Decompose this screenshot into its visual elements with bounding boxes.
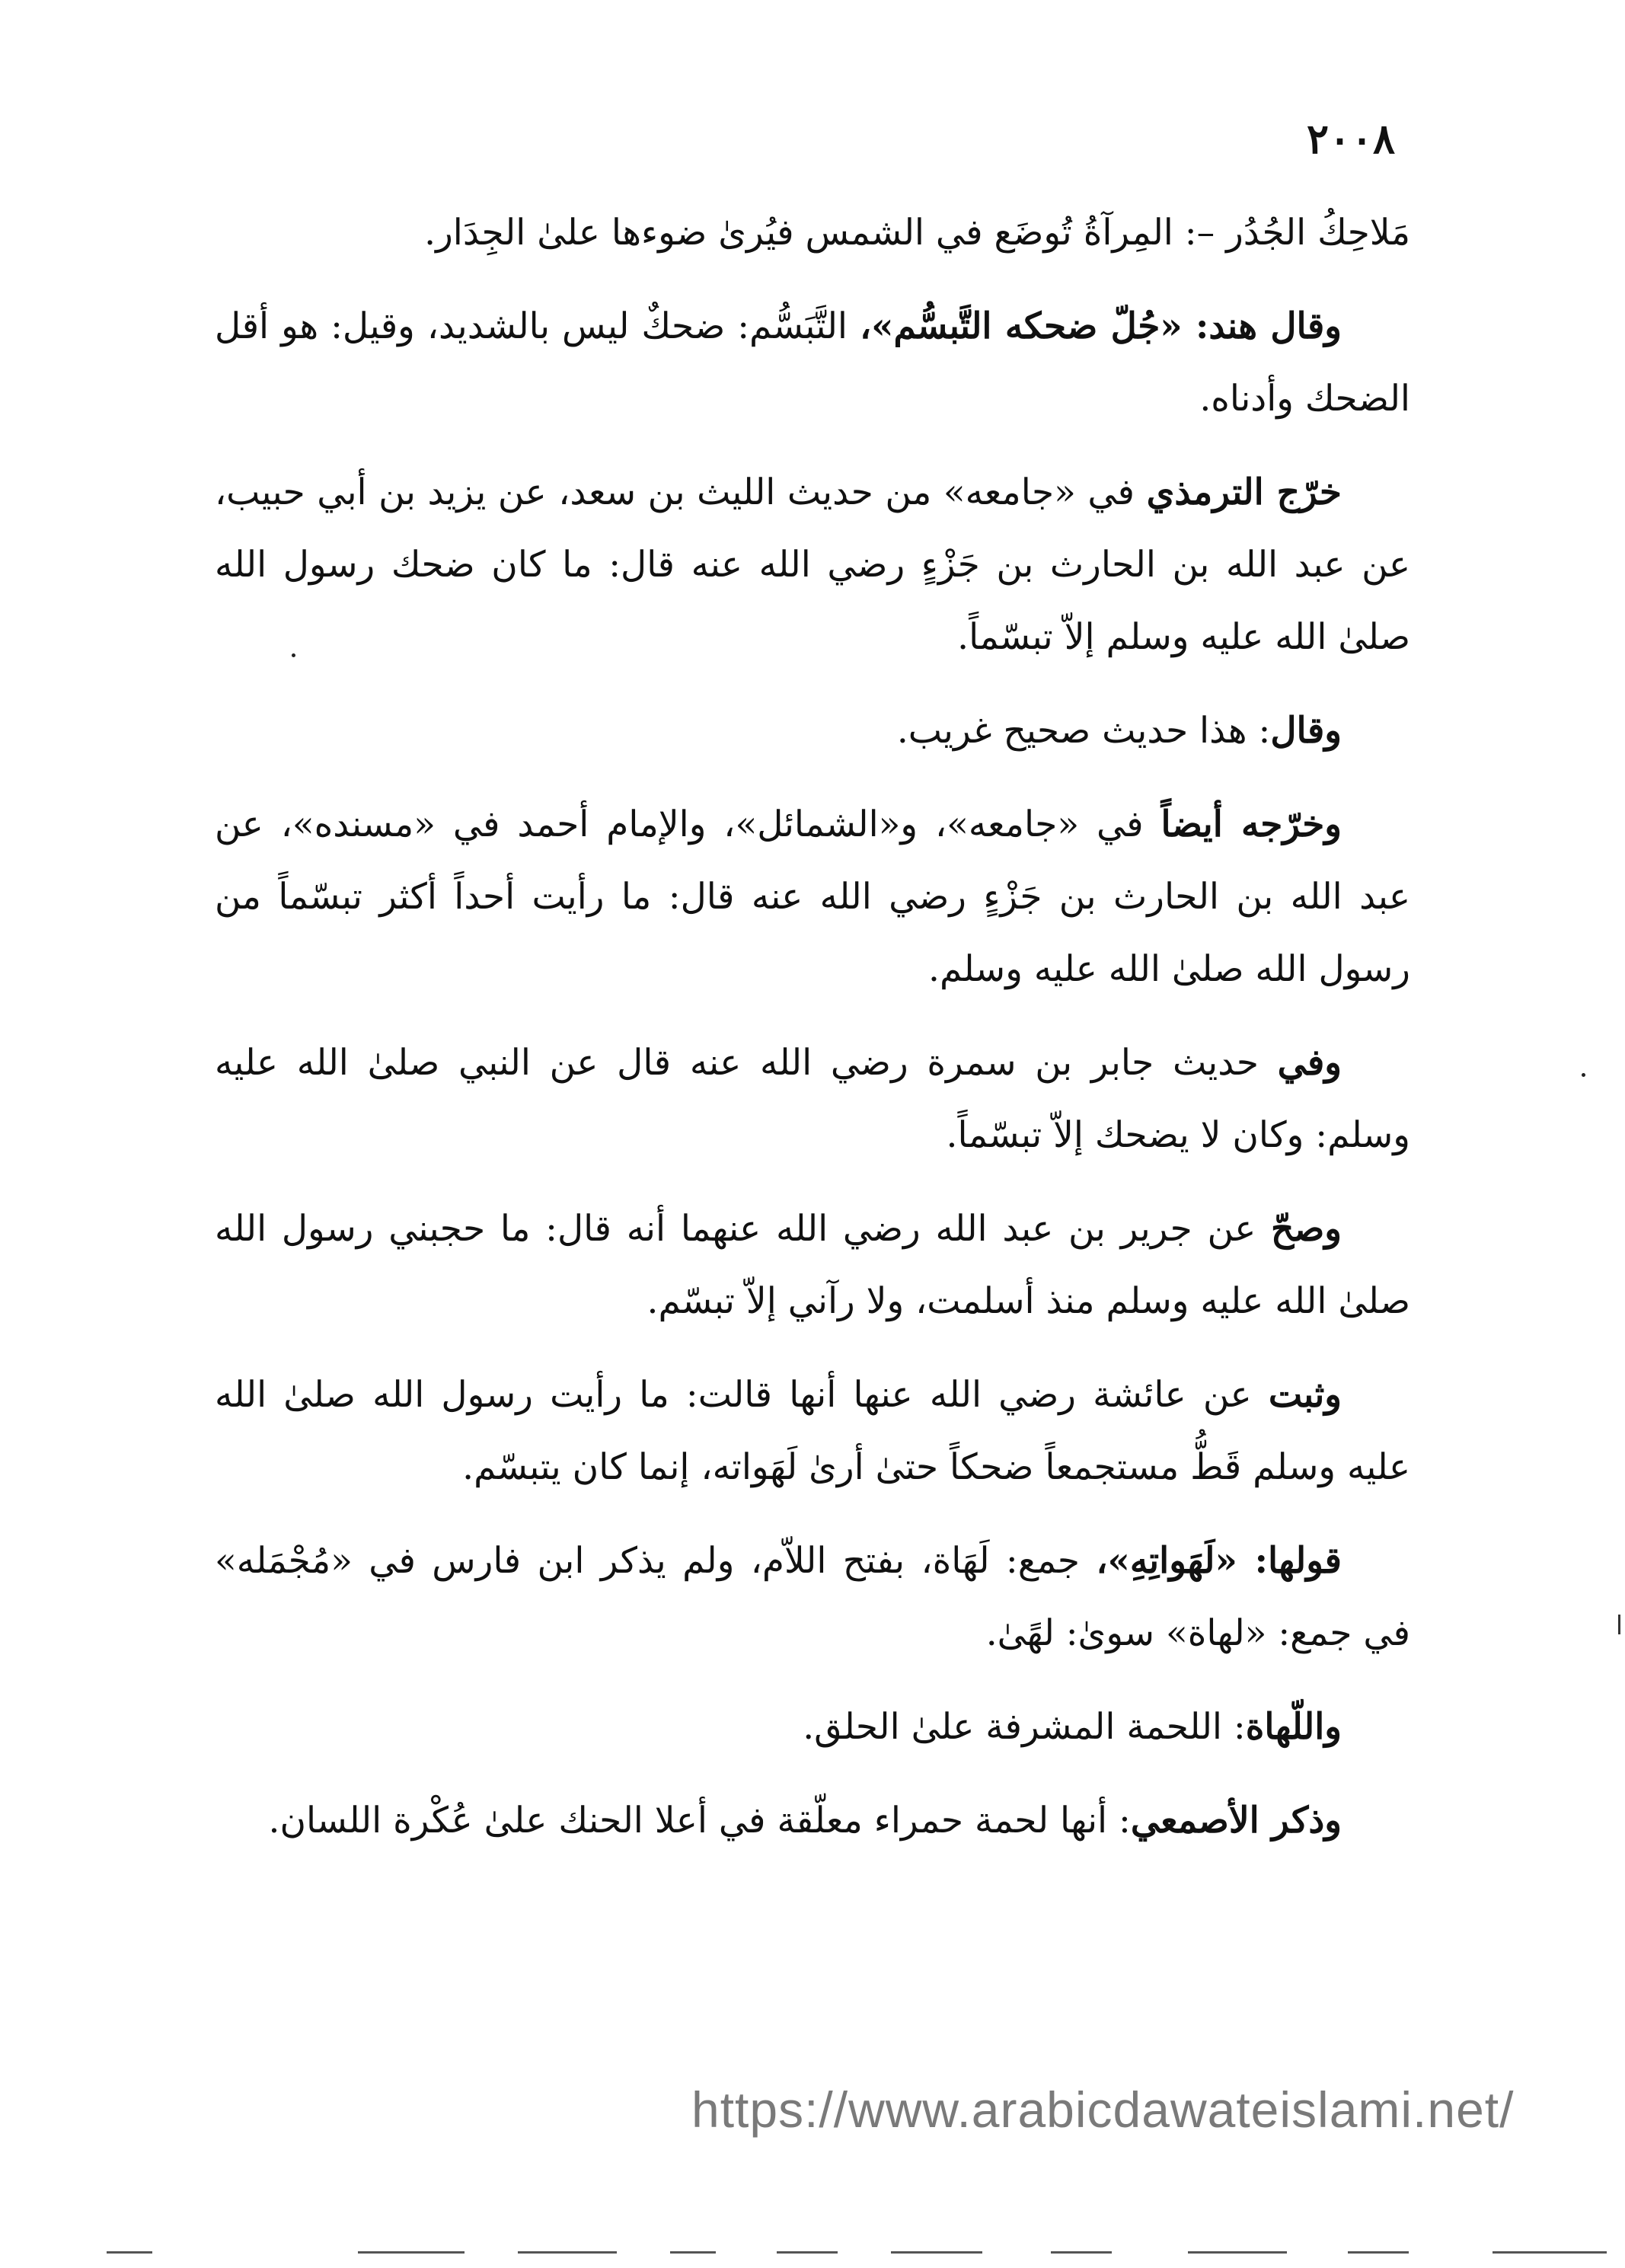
scan-edge-mark xyxy=(1618,1615,1620,1634)
paragraph-lead: قولها: «لَهَواتِهِ»، xyxy=(1096,1540,1342,1582)
paragraph-text: في «جامعه» من حديث الليث بن سعد، عن يزيد بن أبي حبيب، عن عبد الله بن الحارث بن جَزْءٍ رضي الله عنه قال: ما كان ضحك رسول الله صلىٰ الله عليه وسلم إلاّ تبسّماً. xyxy=(215,471,1410,658)
paragraph-ahmad xyxy=(215,788,1410,1005)
paragraph-lead: وفي xyxy=(1277,1042,1342,1084)
paragraph-text: عن جرير بن عبد الله رضي الله عنهما أنه قال: ما حجبني رسول الله صلىٰ الله عليه وسلم منذ أسلمت، ولا رآني إلاّ تبسّم. xyxy=(215,1208,1410,1322)
page-number: ٢٠٠٨ xyxy=(1306,114,1395,163)
paragraph-text: عن عائشة رضي الله عنها أنها قالت: ما رأيت رسول الله صلىٰ الله عليه وسلم قَطُّ مستجمعاً ضحكاً حتىٰ أرىٰ لَهَواته، إنما كان يتبسّم. xyxy=(215,1374,1410,1488)
paragraph-lead: واللّهاة xyxy=(1245,1706,1342,1748)
watermark-url-link[interactable]: https://www.arabicdawateislami.net/ xyxy=(691,2081,1515,2138)
paragraph-tirmidhi xyxy=(215,456,1410,673)
paragraph-jabir xyxy=(215,1027,1410,1171)
paragraph-asmai xyxy=(215,1784,1410,1857)
paragraph-hind xyxy=(215,290,1410,435)
paragraph-text: في «جامعه»، و«الشمائل»، والإمام أحمد في «مسنده»، عن عبد الله بن الحارث بن جَزْءٍ رضي الله عنه قال: ما رأيت أحداً أكثر تبسّماً من رسول الله صلىٰ الله عليه وسلم. xyxy=(215,803,1410,990)
footer-rule xyxy=(107,2251,152,2254)
paragraph-jarir xyxy=(215,1193,1410,1337)
footer-rule xyxy=(670,2251,716,2254)
paragraph-definition xyxy=(215,196,1410,269)
footer-rule xyxy=(518,2251,617,2254)
paragraph-text: التَّبَسُّم: ضحكٌ ليس بالشديد، وقيل: هو أقل الضحك وأدناه. xyxy=(215,305,1410,420)
paragraph-lead: خرّج الترمذي xyxy=(1146,471,1342,513)
footer-rule xyxy=(1188,2251,1287,2254)
paragraph-text: جمع: لَهَاة، بفتح اللاّم، ولم يذكر ابن فارس في «مُجْمَله» في جمع: «لهاة» سوىٰ: لهًىٰ. xyxy=(215,1540,1410,1654)
page-body xyxy=(215,196,1410,1878)
footer-rule xyxy=(1493,2251,1607,2254)
paragraph-aisha xyxy=(215,1359,1410,1503)
paragraph-text: : اللحمة المشرفة علىٰ الحلق. xyxy=(803,1706,1246,1748)
footer-rule xyxy=(358,2251,465,2254)
paragraph-lead: وصحّ xyxy=(1271,1208,1342,1250)
paragraph-lead: وقال هند: «جُلّ ضحكه التَّبسُّم»، xyxy=(859,305,1342,347)
paragraph-lead: وخرّجه أيضاً xyxy=(1160,803,1342,845)
paragraph-grading xyxy=(215,695,1410,767)
paragraph-text: مَلاحِكُ الجُدُر –: المِرآةُ تُوضَع في الشمس فيُرىٰ ضوءها علىٰ الجِدَار. xyxy=(424,212,1410,254)
footer-rule xyxy=(777,2251,838,2254)
paragraph-text: حديث جابر بن سمرة رضي الله عنه قال عن النبي صلىٰ الله عليه وسلم: وكان لا يضحك إلاّ تبسّماً. xyxy=(215,1042,1410,1156)
footer-rule xyxy=(1348,2251,1409,2254)
paragraph-lead: وقال xyxy=(1270,710,1342,752)
paragraph-lead: وثبت xyxy=(1268,1374,1342,1416)
paragraph-text: : أنها لحمة حمراء معلّقة في أعلا الحنك علىٰ عُكْرة اللسان. xyxy=(268,1800,1131,1842)
footer-rule xyxy=(1051,2251,1112,2254)
paragraph-lahat xyxy=(215,1691,1410,1763)
footer-rule xyxy=(891,2251,982,2254)
paragraph-text: : هذا حديث صحيح غريب. xyxy=(896,710,1271,752)
scan-speck xyxy=(1582,1073,1585,1077)
paragraph-lahawat xyxy=(215,1525,1410,1669)
scan-speck xyxy=(292,653,295,657)
paragraph-lead: وذكر الأصمعي xyxy=(1130,1800,1342,1842)
